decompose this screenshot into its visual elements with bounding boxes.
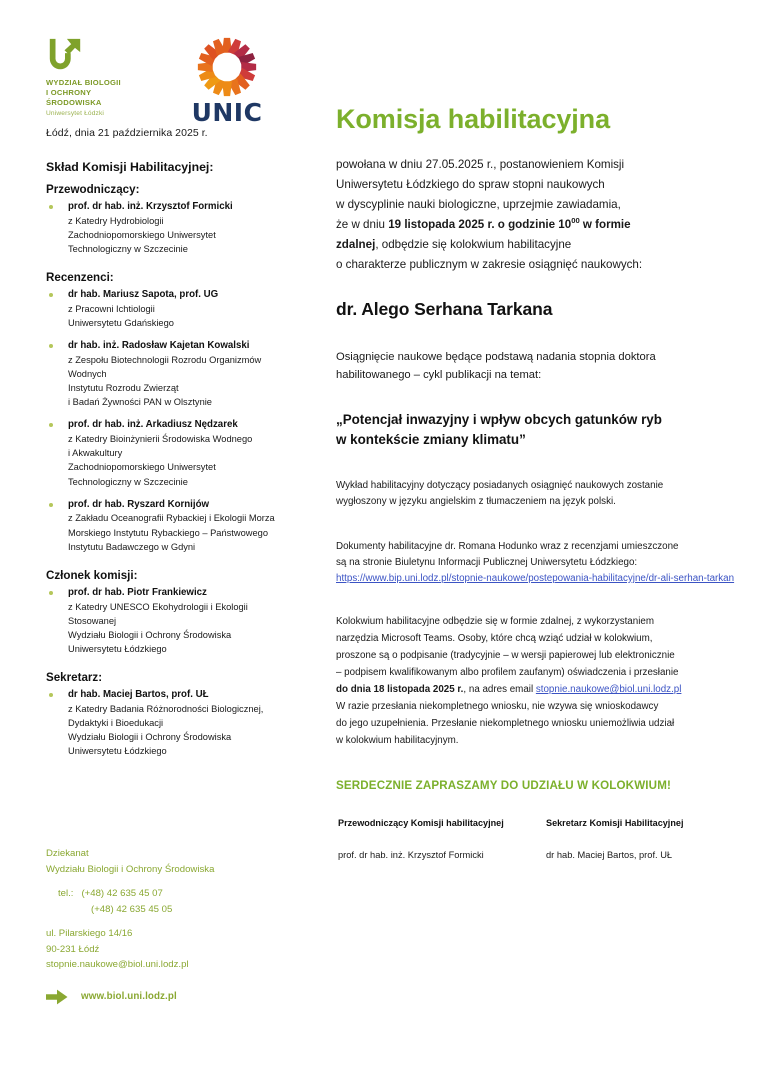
committee-member-affiliation-line: Instytutu Badawczego w Gdyni [68,541,196,552]
left-column [46,36,321,767]
committee-role-heading: Recenzenci: [46,271,114,285]
committee-member-affiliation-line: Uniwersytetu Łódzkiego [68,746,167,757]
remote-line-4: – podpisem kwalifikowanym albo profilem zaufanym) oświadczenia i przesłanie [336,666,679,678]
place-and-date: Łódź, dnia 21 października 2025 r. [46,127,208,139]
remote-line-1: Kolokwium habilitacyjne odbędzie się w formie zdalnej, z wykorzystaniem [336,615,654,627]
candidate-name: dr. Alego Serhana Tarkana [336,298,553,319]
committee-member [46,339,321,409]
intro-line-1: powołana w dniu 27.05.2025 r., postanowieniem Komisji [336,158,625,172]
intro-date-bold: 19 listopada 2025 r. o godzinie 10 [388,217,572,231]
achievement-line-1: Osiągnięcie naukowe będące podstawą nadania stopnia doktora [336,350,656,363]
achievement-paragraph [336,348,740,384]
intro-form-bold: w formie [579,217,631,231]
committee-member [46,288,321,330]
committee-member-affiliation-line: Zachodniopomorskiego Uniwersytet [68,229,216,240]
faculty-logo [46,36,158,119]
deadline-bold: do dnia 18 listopada 2025 r. [336,684,464,695]
intro-time-superscript: 00 [571,216,580,225]
committee-groups [46,183,321,758]
green-arrow-right-icon [46,989,68,1005]
telephone-row-1 [46,886,326,902]
telephone-number-2: (+48) 42 635 45 05 [91,903,173,915]
bullet-icon [49,205,53,209]
signature-row [336,817,740,862]
committee-member-affiliation-line: Wydziału Biologii i Ochrony Środowiska [68,732,232,743]
remote-line-3: proszone są o podpisanie (tradycyjnie – w wersji papierowej lub elektronicznie [336,649,675,661]
faculty-title-line-1: WYDZIAŁ BIOLOGII [46,78,121,87]
documents-line-1: Dokumenty habilitacyjne dr. Romana Hodunko wraz z recenzjami umieszczone [336,541,679,553]
remote-line-2: narzędzia Microsoft Teams. Osoby, które chcą wziąć udział w kolokwium, [336,632,653,644]
faculty-title-line-3: ŚRODOWISKA [46,98,102,108]
faculty-logo-subtitle: Uniwersytet Łódzki [46,110,105,118]
committee-member [46,498,321,554]
committee-role-heading: Sekretarz: [46,671,103,685]
bip-url-link[interactable]: https://www.bip.uni.lodz.pl/stopnie-naukowe/postepowania-habilitacyjne/dr-ali-serhan-tarkan [336,573,735,585]
committee-member-name: prof. dr hab. Ryszard Kornijów [68,498,210,510]
committee-member-affiliation-line: Zachodniopomorskiego Uniwersytet [68,462,216,473]
unic-sunburst-logo-icon [194,36,260,98]
unic-wordmark: UNIC [191,98,263,127]
website-link[interactable]: www.biol.uni.lodz.pl [81,990,177,1002]
committee-member-affiliation-line: Wydziału Biologii i Ochrony Środowiska [68,629,232,640]
documents-line-2: są na stronie Biuletynu Informacji Publicznej Uniwersytetu Łódzkiego: [336,557,638,569]
office-line-2: Wydziału Biologii i Ochrony Środowiska [46,863,215,875]
intro-line-3: w dyscyplinie nauki biologiczne, uprzejmie zawiadamia, [336,197,621,211]
committee-heading: Skład Komisji Habilitacyjnej: [46,160,214,174]
committee-member-name: dr hab. inż. Radosław Kajetan Kowalski [68,340,250,352]
topic-line-2: w kontekście zmiany klimatu” [336,431,526,447]
remote-line-5-mid: , na adres email [463,684,536,695]
committee-member [46,688,321,758]
committee-member-affiliation-line: i Badań Żywności PAN w Olsztynie [68,397,212,408]
secretary-signature-block [536,817,740,862]
remote-line-8: w kolokwium habilitacyjnym. [336,735,459,747]
committee-member-affiliation-line: z Katedry Badania Różnorodności Biologicznej, [68,703,264,714]
bullet-icon [49,423,53,427]
bullet-icon [49,344,53,348]
committee-member-affiliation-line: z Katedry Hydrobiologii [68,215,164,226]
committee-member-name: dr hab. Maciej Bartos, prof. UŁ [68,689,209,701]
committee-member-affiliation-line: Uniwersytetu Łódzkiego [68,643,167,654]
submission-email-link[interactable]: stopnie.naukowe@biol.uni.lodz.pl [535,684,682,695]
intro-paragraph [336,155,740,275]
secretary-role: Sekretarz Komisji Habilitacyjnej [546,818,684,829]
lecture-line-2: wygłoszony w języku angielskim z tłumaczeniem na język polski. [336,496,616,508]
page-title: Komisja habilitacyjna [336,104,610,134]
telephone-number-1: (+48) 42 635 45 07 [81,888,163,900]
chair-name: prof. dr hab. inż. Krzysztof Formicki [338,849,484,860]
website-row[interactable] [46,989,326,1005]
bullet-icon [49,293,53,297]
intro-line-4-prefix: że w dniu [336,217,389,231]
secretary-name: dr hab. Maciej Bartos, prof. UŁ [546,849,673,860]
committee-member [46,586,321,656]
lecture-paragraph [336,478,740,512]
committee-role-heading: Członek komisji: [46,568,138,582]
logo-row [46,36,321,127]
right-column [336,104,740,862]
committee-member-name: prof. dr hab. inż. Arkadiusz Nędzarek [68,419,238,431]
intro-remote-bold: zdalnej [336,237,376,251]
intro-line-2: Uniwersytetu Łódzkiego do spraw stopni naukowych [336,177,605,191]
city-postcode: 90-231 Łódź [46,943,100,955]
remote-line-6: W razie przesłania niekompletnego wniosku, nie wzywa się wnioskodawcy [336,701,659,713]
achievement-line-2: habilitowanego – cykl publikacji na temat: [336,368,542,381]
remote-details-paragraph [336,613,740,749]
bullet-icon [49,693,53,697]
topic-line-1: „Potencjał inwazyjny i wpływ obcych gatunków ryb [336,411,662,427]
contact-email[interactable]: stopnie.naukowe@biol.uni.lodz.pl [46,959,189,971]
bullet-icon [49,503,53,507]
chair-role: Przewodniczący Komisji habilitacyjnej [338,818,504,829]
documents-paragraph [336,539,740,587]
lecture-line-1: Wykład habilitacyjny dotyczący posiadanych osiągnięć naukowych zostanie [336,479,664,491]
committee-member [46,200,321,256]
remote-line-7: do jego uzupełnienia. Przesłanie niekompletnego wniosku uniemożliwia udział [336,718,675,730]
spacer [46,877,326,886]
faculty-logo-title [46,78,158,108]
committee-role-heading: Przewodniczący: [46,183,140,196]
street-address: ul. Pilarskiego 14/16 [46,928,133,940]
committee-member-name: prof. dr hab. Piotr Frankiewicz [68,586,207,598]
committee-member-name: prof. dr hab. inż. Krzysztof Formicki [68,201,233,212]
committee-member-affiliation-line: z Katedry UNESCO Ekohydrologii i Ekologii [68,601,248,612]
committee-member-affiliation-line: i Akwakultury [68,448,123,459]
committee-member-affiliation-line: z Zespołu Biotechnologii Rozrodu Organizmów [68,354,262,365]
committee-member-affiliation-line: Stosowanej [68,615,117,626]
intro-line-5-rest: , odbędzie się kolokwium habilitacyjne [375,237,572,251]
green-u-arrow-logo-icon [46,36,84,74]
committee-member-affiliation-line: z Katedry Bioinżynierii Środowiska Wodnego [68,434,253,445]
committee-member-name: dr hab. Mariusz Sapota, prof. UG [68,289,219,301]
telephone-label: tel.: [58,888,74,900]
committee-member-affiliation-line: Wodnych [68,369,107,380]
contact-block [46,846,326,1005]
committee-member-affiliation-line: Instytutu Rozrodu Zwierząt [68,383,179,394]
committee-member-affiliation-line: Morskiego Instytutu Rybackiego – Państwowego [68,527,268,538]
committee-member-affiliation-line: z Pracowni Ichtiologii [68,303,155,314]
invitation-banner: SERDECZNIE ZAPRASZAMY DO UDZIAŁU W KOLOKWIUM! [336,779,672,793]
spacer [46,917,326,926]
committee-member [46,418,321,488]
intro-line-6: o charakterze publicznym w zakresie osiągnięć naukowych: [336,257,643,271]
committee-member-affiliation-line: Technologiczny w Szczecinie [68,476,188,487]
publication-topic [336,410,740,450]
committee-member-affiliation-line: Uniwersytetu Gdańskiego [68,318,174,329]
committee-member-affiliation-line: Dydaktyki i Bioedukacji [68,717,164,728]
committee-member-affiliation-line: z Zakładu Oceanografii Rybackiej i Ekologii Morza [68,513,275,524]
chair-signature-block [336,817,536,862]
office-line-1: Dziekanat [46,848,89,859]
faculty-title-line-2: I OCHRONY [46,88,92,98]
bullet-icon [49,591,53,595]
committee-member-affiliation-line: Technologiczny w Szczecinie [68,244,188,255]
unic-logo [184,36,270,125]
